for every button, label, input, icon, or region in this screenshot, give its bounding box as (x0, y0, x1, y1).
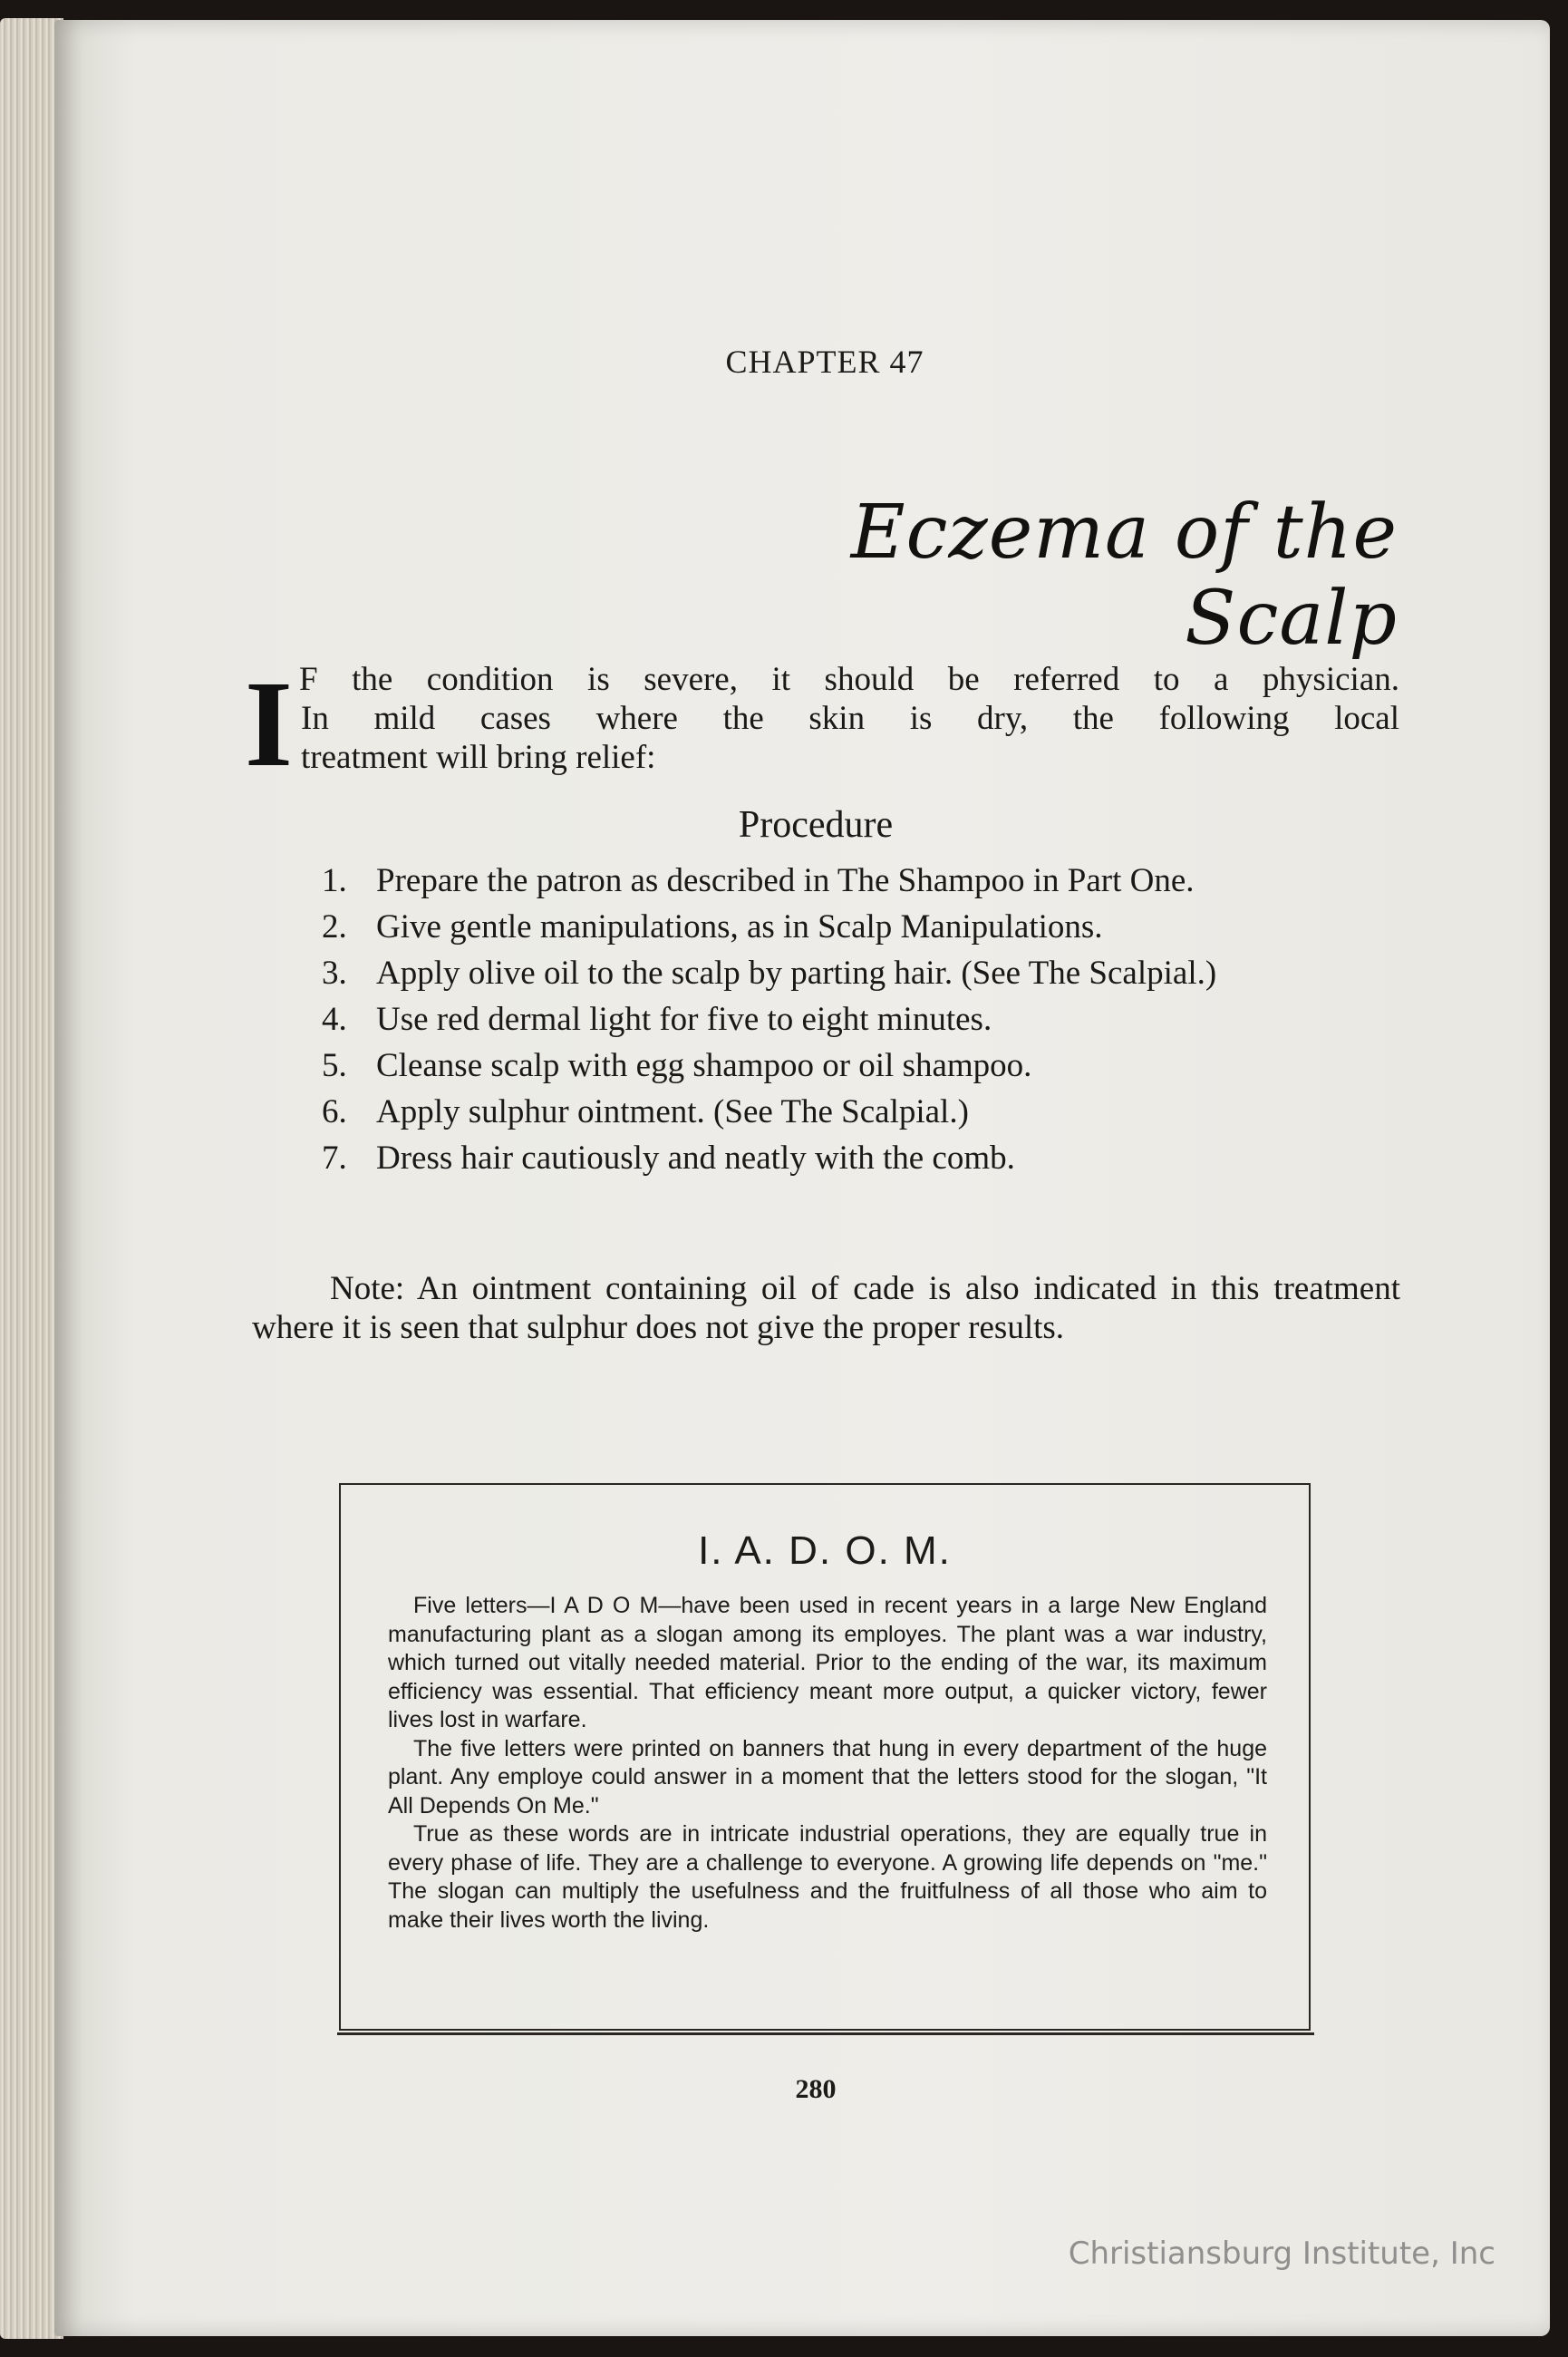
step-text: Give gentle manipulations, as in Scalp Manipulations. (376, 908, 1103, 946)
box-body (388, 1592, 1267, 1935)
list-item (322, 1139, 1400, 1178)
step-text: Cleanse scalp with egg shampoo or oil shampoo. (376, 1047, 1032, 1084)
box-title: I. A. D. O. M. (698, 1528, 952, 1573)
box-paragraph: The five letters were printed on banners that hung in every department of the huge plant. Any employe could answer in a moment that the letters stood for the slogan, "It All Depends On Me." (388, 1735, 1267, 1819)
list-item (322, 954, 1400, 993)
list-item (322, 1000, 1400, 1039)
watermark: Christiansburg Institute, Inc (1068, 2236, 1495, 2272)
step-number: 7. (322, 1140, 347, 1177)
procedure-heading: Procedure (738, 804, 894, 846)
step-text: Apply olive oil to the scalp by parting hair. (See The Scalpial.) (376, 955, 1217, 992)
step-text: Dress hair cautiously and neatly with the comb. (376, 1140, 1015, 1177)
page-title: Eczema of the Scalp (850, 490, 1398, 662)
step-number: 3. (322, 955, 347, 992)
step-text: Use red dermal light for five to eight minutes. (376, 1001, 992, 1038)
procedure-steps (322, 861, 1400, 1185)
page-number: 280 (795, 2074, 837, 2104)
step-number: 2. (322, 908, 347, 946)
note-paragraph: Note: An ointment containing oil of cade is also indicated in this treatment where it is seen that sulphur does not give the proper results. (252, 1270, 1400, 1346)
intro-line: treatment will bring relief: (301, 739, 656, 776)
box-paragraph: True as these words are in intricate industrial operations, they are equally true in every phase of life. They are a challenge to everyone. A growing life depends on "me." The slogan can multiply the usefulness and the fruitfulness of all those who aim to make their lives worth the living. (388, 1821, 1267, 1933)
list-item (322, 1046, 1400, 1085)
intro-paragraph (245, 656, 1400, 792)
box-paragraph: Five letters—I A D O M—have been used in recent years in a large New England manufacturing plant as a slogan among its employes. The plant was a war industry, which turned out vitally needed material. Prior to the ending of the war, its maximum efficiency was essential. That efficiency meant more output, a quicker victory, fewer lives lost in warfare. (388, 1593, 1267, 1732)
step-number: 6. (322, 1093, 347, 1130)
list-item (322, 907, 1400, 946)
intro-line: F the condition is severe, it should be referred to a physician. (299, 661, 1399, 698)
step-number: 1. (322, 862, 347, 899)
intro-line: In mild cases where the skin is dry, the following local (301, 700, 1399, 737)
list-item (322, 861, 1400, 900)
step-number: 5. (322, 1047, 347, 1084)
chapter-heading: CHAPTER 47 (725, 344, 924, 380)
intro-text (301, 660, 1399, 777)
iadom-box (339, 1483, 1311, 2031)
step-text: Apply sulphur ointment. (See The Scalpial.) (376, 1093, 969, 1130)
step-text: Prepare the patron as described in The Shampoo in Part One. (376, 862, 1195, 899)
drop-cap: I (245, 656, 293, 792)
step-number: 4. (322, 1001, 347, 1038)
list-item (322, 1092, 1400, 1131)
